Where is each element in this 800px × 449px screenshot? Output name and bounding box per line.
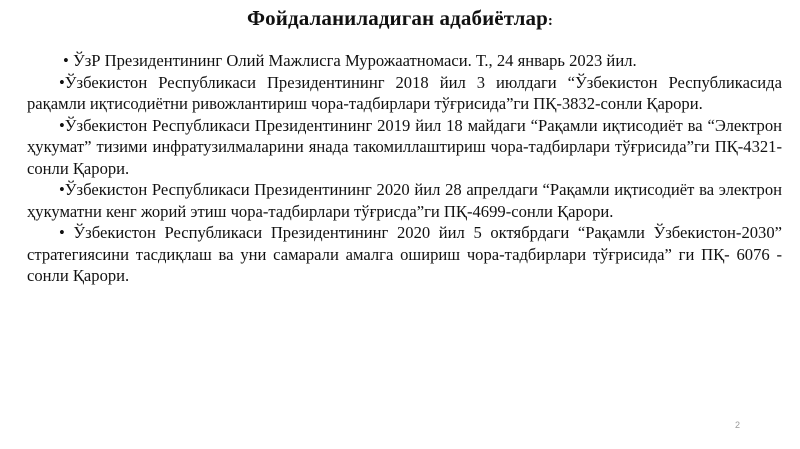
reference-item: •Ўзбекистон Республикаси Президентининг 2020 йил 28 апрелдаги “Рақамли иқтисодиёт ва электрон ҳукуматни кенг жорий этиш чора-тадбирлари тўғрисда”ги ПҚ-4699-сонли Қарори. (27, 180, 782, 221)
page-number: 2 (734, 420, 740, 430)
slide-title-text: Фойдаланиладиган адабиётлар (247, 6, 548, 30)
references-list (27, 50, 782, 287)
slide-title (0, 6, 800, 31)
reference-item: •Ўзбекистон Республикаси Президентининг 2019 йил 18 майдаги “Рақамли иқтисодиёт ва “Электрон ҳукумат” тизими инфратузилмаларини янада такомиллаштириш чора-тадбирлари тўғрисида”ги ПҚ-4321-сонли Қарори. (27, 115, 782, 178)
slide-title-colon: : (547, 13, 553, 29)
reference-item: •Ўзбекистон Республикаси Президентининг 2018 йил 3 июлдаги “Ўзбекистон Республикасида рақамли иқтисодиётни ривожлантириш чора-тадбирлари тўғрисида”ги ПҚ-3832-сонли Қарори. (27, 72, 782, 113)
reference-item: • Ўзбекистон Республикаси Президентининг 2020 йил 5 октябрдаги “Рақамли Ўзбекистон-2030” стратегиясини тасдиқлаш ва уни самарали амалга ошириш чора-тадбирлари тўғрисида” ги ПҚ- 6076 - сонли Қарори. (27, 223, 782, 285)
reference-item: • ЎзР Президентининг Олий Мажлисга Мурожаатномаси. Т., 24 январь 2023 йил. (63, 51, 637, 70)
